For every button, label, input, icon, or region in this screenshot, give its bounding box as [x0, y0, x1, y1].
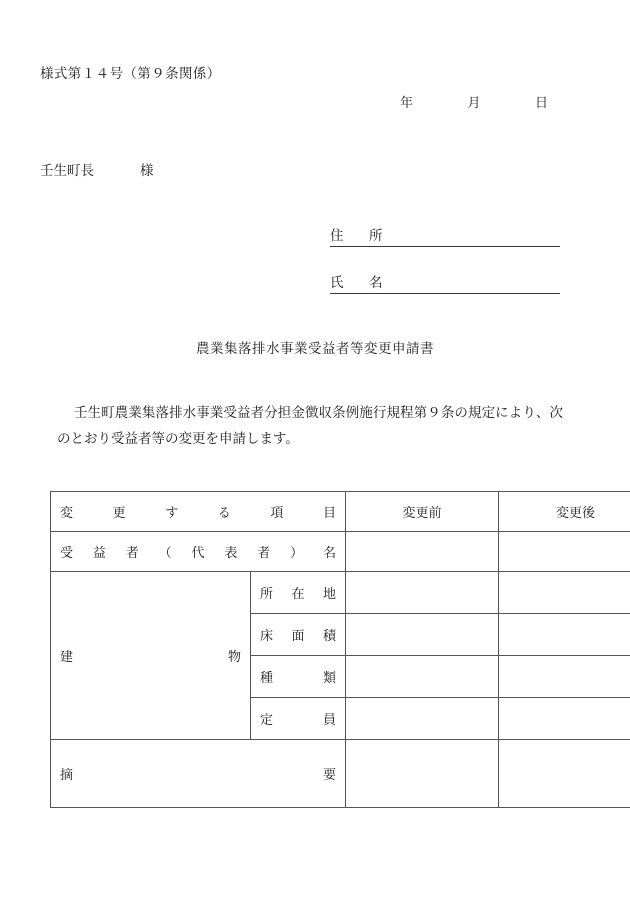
name-field-row [330, 271, 560, 294]
table-row [51, 532, 630, 572]
change-application-table [50, 491, 630, 808]
row-sublabel-type: 種類 [251, 656, 346, 698]
table-row [51, 572, 630, 614]
row-label-remarks: 摘要 [51, 740, 346, 808]
cell-after-floor-area[interactable] [499, 614, 630, 656]
cell-after-type[interactable] [499, 656, 630, 698]
address-input[interactable] [382, 227, 560, 244]
row-sublabel-capacity: 定員 [251, 698, 346, 740]
header-before: 変更前 [346, 492, 499, 532]
name-label: 氏 名 [330, 275, 389, 290]
header-after: 変更後 [499, 492, 630, 532]
cell-before-floor-area[interactable] [346, 614, 499, 656]
addressee-honorific: 様 [140, 163, 154, 178]
applicant-fields [330, 224, 560, 294]
cell-before-remarks[interactable] [346, 740, 499, 808]
cell-before-type[interactable] [346, 656, 499, 698]
cell-after-capacity[interactable] [499, 698, 630, 740]
cell-before-beneficiary-name[interactable] [346, 532, 499, 572]
table-row [51, 740, 630, 808]
table-header-row [51, 492, 630, 532]
address-label: 住 所 [330, 228, 389, 243]
cell-before-capacity[interactable] [346, 698, 499, 740]
date-year-label: 年 [400, 95, 414, 110]
address-field-row [330, 224, 560, 247]
form-number: 様式第１４号（第９条関係） [40, 66, 221, 81]
row-label-building: 建物 [51, 572, 251, 740]
row-label-beneficiary-name: 受益者（代表者）名 [51, 532, 346, 572]
body-paragraph: 壬生町農業集落排水事業受益者分担金徴収条例施行規程第９条の規定により、次のとおり受益者等の変更を申請します。 [57, 405, 563, 446]
addressee-recipient: 壬生町長 [40, 163, 94, 178]
name-input[interactable] [382, 274, 560, 291]
cell-before-location[interactable] [346, 572, 499, 614]
date-day-label: 日 [535, 95, 549, 110]
header-item: 変更する項目 [51, 492, 346, 532]
date-month-label: 月 [467, 95, 481, 110]
document-title: 農業集落排水事業受益者等変更申請書 [196, 341, 434, 356]
cell-after-location[interactable] [499, 572, 630, 614]
row-sublabel-location: 所在地 [251, 572, 346, 614]
cell-after-remarks[interactable] [499, 740, 630, 808]
addressee [40, 159, 154, 179]
cell-after-beneficiary-name[interactable] [499, 532, 630, 572]
row-sublabel-floor-area: 床面積 [251, 614, 346, 656]
date-line [400, 92, 548, 111]
